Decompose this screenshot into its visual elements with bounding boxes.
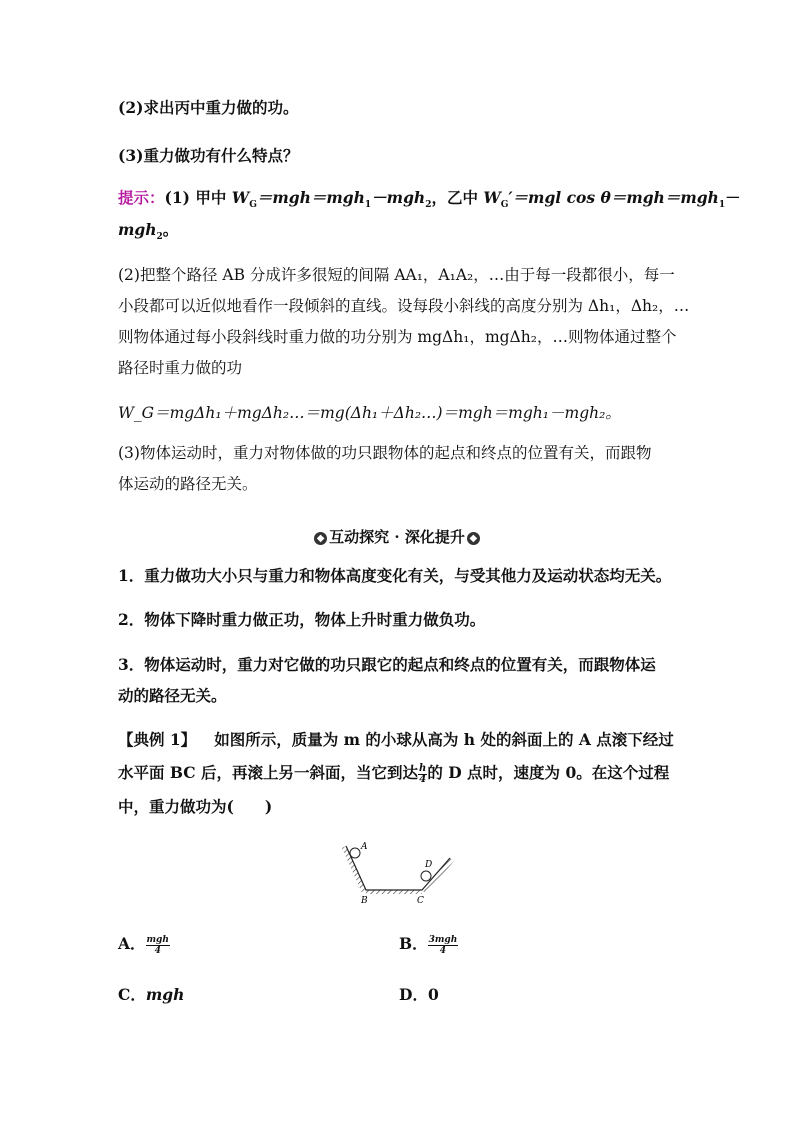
- option-d[interactable]: [399, 983, 439, 1005]
- label-a: A: [361, 842, 368, 852]
- hint-text: 1: [718, 200, 726, 211]
- label-d: D: [425, 860, 433, 870]
- diamond-right-icon: ◆: [467, 532, 480, 545]
- example-text: 的 D 点时，速度为 0。在这个过程: [427, 763, 670, 782]
- frac-num: 3mgh: [428, 934, 458, 945]
- hint-text: mgh: [118, 220, 157, 239]
- option-c[interactable]: [118, 983, 184, 1005]
- hint-text: (1) 甲中: [164, 188, 232, 207]
- answer-2-line-2: 小段都可以近似地看作一段倾斜的直线。设每段小斜线的高度分别为 Δh₁，Δh₂，…: [118, 297, 690, 315]
- fraction-h-over-4: [418, 764, 427, 785]
- example-text: 如图所示，质量为 m 的小球从高为 h 处的斜面上的 A 点滚下经过: [214, 730, 674, 749]
- ball-d: [421, 871, 431, 881]
- incline-figure: [330, 838, 464, 910]
- hint-text: －: [725, 188, 741, 207]
- option-b[interactable]: [399, 932, 458, 956]
- option-a-label: A．: [118, 934, 146, 953]
- frac-den: 4: [154, 945, 161, 956]
- answer-3-line-1: (3)物体运动时，重力对物体做的功只跟物体的起点和终点的位置有关，而跟物: [118, 444, 652, 462]
- point-1: 1．重力做功大小只与重力和物体高度变化有关，与受其他力及运动状态均无关。: [118, 566, 672, 585]
- option-d-value: 0: [427, 985, 439, 1004]
- hint-text: ′＝mgl cos θ＝mgh＝mgh: [508, 188, 719, 207]
- hint-label: 提示：: [118, 188, 165, 207]
- hint-line-2: [118, 220, 178, 247]
- point-3-line-1: 3．物体运动时，重力对它做的功只跟它的起点和终点的位置有关，而跟物体运: [118, 655, 656, 674]
- option-b-fraction: [428, 935, 459, 956]
- frac-den: 4: [419, 773, 427, 785]
- hint-text: W: [231, 188, 250, 207]
- section-title-text: 互动探究 · 深化提升: [329, 528, 465, 546]
- option-a-fraction: [146, 935, 170, 956]
- hint-text: 。: [162, 220, 179, 239]
- label-b: B: [361, 896, 368, 906]
- hint-text: 2: [425, 200, 432, 211]
- frac-num: mgh: [146, 934, 169, 945]
- answer-2-line-1: (2)把整个路径 AB 分成许多很短的间隔 AA₁，A₁A₂，…由于每一段都很小，每一: [118, 266, 675, 284]
- example-tag: 【典例 1】: [118, 730, 197, 749]
- example-line-3: 中，重力做功为( ): [118, 797, 273, 816]
- example-line-1: [118, 730, 674, 750]
- answer-3-line-2: 体运动的路径无关。: [118, 475, 258, 493]
- hint-text: 2: [156, 232, 163, 243]
- hint-line-1: [118, 188, 741, 215]
- answer-2-line-4: 路径时重力做的功: [118, 359, 243, 377]
- example-line-2: [118, 763, 669, 785]
- frac-den: 4: [439, 945, 447, 956]
- point-2: 2．物体下降时重力做正功，物体上升时重力做负功。: [118, 610, 486, 629]
- hint-text: ＝mgh＝mgh: [256, 188, 365, 207]
- point-3-line-2: 动的路径无关。: [118, 686, 227, 705]
- hint-text: G: [500, 200, 509, 211]
- example-text: 水平面 BC 后，再滚上另一斜面，当它到达: [118, 763, 419, 782]
- hint-text: －mgh: [371, 188, 426, 207]
- option-d-label: D．: [399, 985, 428, 1004]
- frac-num: h: [419, 762, 427, 774]
- option-c-value: mgh: [145, 985, 185, 1004]
- hint-text: G: [249, 200, 257, 211]
- hint-text: 1: [364, 200, 372, 211]
- option-b-label: B．: [399, 934, 428, 953]
- question-3: (3)重力做功有什么特点？: [118, 146, 299, 165]
- section-title: [0, 526, 794, 547]
- option-a[interactable]: [118, 932, 170, 956]
- diamond-left-icon: ◆: [314, 532, 327, 545]
- hint-text: ，乙中: [431, 188, 484, 207]
- option-c-label: C．: [118, 985, 146, 1004]
- label-c: C: [417, 896, 424, 906]
- question-2: (2)求出丙中重力做的功。: [118, 98, 299, 117]
- hint-text: W: [483, 188, 501, 207]
- answer-2-line-3: 则物体通过每小段斜线时重力做的功分别为 mgΔh₁，mgΔh₂，…则物体通过整个: [118, 328, 677, 346]
- work-formula: W_G＝mgΔh₁＋mgΔh₂…＝mg(Δh₁＋Δh₂…)＝mgh＝mgh₁－mgh₂。: [118, 404, 621, 422]
- ball-a: [350, 848, 360, 858]
